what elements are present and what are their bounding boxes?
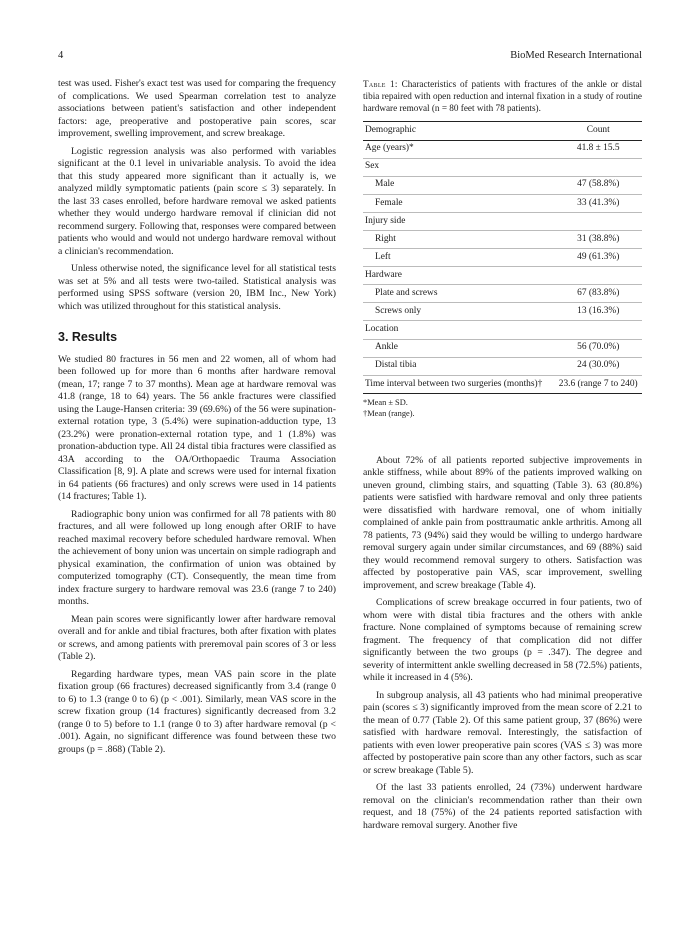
results-paragraph-3: Mean pain scores were significantly lower after hardware removal overall and for ankle and tibial fractures, both after fixation with plates or screws, and among patients with preremoval pain scores of 3 or less (Table 2). [58, 613, 336, 662]
page-header [58, 50, 642, 64]
table-cell-label: Screws only [363, 303, 554, 321]
table-cell-label: Right [363, 230, 554, 248]
table-label: Table 1: [363, 79, 398, 89]
table-caption-text: Characteristics of patients with fractures of the ankle or distal tibia repaired with open reduction and internal fixation in a study of routine hardware removal (n = 80 feet with 78 patients). [363, 79, 643, 113]
table-cell-label: Age (years)* [363, 140, 554, 158]
table-caption [363, 78, 642, 114]
table-row [363, 212, 642, 230]
results-paragraph-6: Complications of screw breakage occurred in four patients, two of whom were with distal tibia fractures and the others with ankle fracture. None complained of symptoms because of remaining screw fragment. The frequency of that complication did not differ significantly between the two groups (p = .347). The degree and severity of intermittent ankle swelling decreased in 58 (72.5%) patients, while it increased in 4 (5%). [363, 597, 642, 684]
table-cell-label: Plate and screws [363, 285, 554, 303]
methods-paragraph-2: Logistic regression analysis was also performed with variables significant at the 0.1 level in univariable analysis. To avoid the idea that this study appeared more significant than it actually is, we analyzed mildly symptomatic patients (pain score ≤ 3) separately. In the last 33 cases enrolled, before hardware removal we asked patients whether they would undergo hardware removal if clinician did not recommend surgery. Following that, responses were compared between patients who would and would not undergo hardware removal without a clinician's recommendation. [58, 145, 336, 257]
right-column [363, 78, 642, 837]
results-paragraph-5: About 72% of all patients reported subjective improvements in ankle stiffness, while about 89% of the patients improved walking on uneven ground, climbing stairs, and squatting (Table 3). 63 (80.8%) patients were satisfied with hardware removal and only three patients were dissatisfied with hardware removal, one of whom initially complained of ankle pain from posttraumatic ankle arthritis. Among all 78 patients, 73 (94%) said they would be willing to undergo hardware removal surgery again under similar circumstances, and 69 (88%) said they would recommend removal surgery to others. Satisfaction was affected by postoperative pain VAS, scar improvement, swelling improvement, and screw breakage (Table 4). [363, 454, 642, 591]
methods-paragraph-3: Unless otherwise noted, the significance level for all statistical tests was set at 5% and all tests were two-tailed. Statistical analysis was performed using SPSS software (version 20, IBM Inc., New York) which was utilized throughout for this statistical analysis. [58, 263, 336, 312]
patient-characteristics-table [363, 121, 642, 394]
table-cell-label: Distal tibia [363, 357, 554, 375]
table-cell-value: 31 (38.8%) [554, 230, 642, 248]
table-row [363, 357, 642, 375]
table-cell-label: Female [363, 194, 554, 212]
table-footnote-2: †Mean (range). [363, 408, 415, 418]
table-cell-label: Ankle [363, 339, 554, 357]
table-row [363, 339, 642, 357]
table-row [363, 140, 642, 158]
table-row [363, 267, 642, 285]
table-cell-label: Left [363, 249, 554, 267]
table-cell-value: 13 (16.3%) [554, 303, 642, 321]
table-cell-value [554, 321, 642, 339]
results-paragraph-2: Radiographic bony union was confirmed for all 78 patients with 80 fractures, and all were followed up long enough after ORIF to have reached maximal recovery before scheduled hardware removal. When the achievement of bony union was uncertain on simple radiograph and physical examination, the confirmation of union was obtained by computerized tomography (CT). Consequently, the mean time from index fracture surgery to hardware removal was 23.6 (range 7 to 240) months. [58, 508, 336, 607]
table-cell-label: Location [363, 321, 554, 339]
table-cell-label: Male [363, 176, 554, 194]
table-cell-label: Hardware [363, 267, 554, 285]
table-row [363, 194, 642, 212]
table-row [363, 230, 642, 248]
table-row [363, 375, 642, 393]
table-row [363, 285, 642, 303]
methods-paragraph-1: test was used. Fisher's exact test was used for comparing the frequency of complications. We used Spearman correlation test to analyze associations between patient's satisfaction and other independent factors: age, preoperative and postoperative pain scores, scar improvement, swelling improvement, and screw breakage. [58, 78, 336, 139]
table-row [363, 321, 642, 339]
table-cell-label: Time interval between two surgeries (months)† [363, 375, 554, 393]
table-cell-label: Injury side [363, 212, 554, 230]
table-row [363, 158, 642, 176]
column-header-demographic: Demographic [363, 122, 554, 141]
column-header-count: Count [554, 122, 642, 141]
page-number: 4 [58, 50, 64, 61]
results-section-title: 3. Results [58, 330, 118, 344]
table-cell-value [554, 267, 642, 285]
table-cell-label: Sex [363, 158, 554, 176]
table-row [363, 303, 642, 321]
table-footnote-1: *Mean ± SD. [363, 397, 408, 407]
table-cell-value [554, 212, 642, 230]
results-paragraph-8: Of the last 33 patients enrolled, 24 (73%) underwent hardware removal on the clinician's recommendation rather than their own request, and 18 (75%) of the 24 patients reported satisfaction with hardware removal surgery. Another five [363, 782, 642, 831]
table-row [363, 176, 642, 194]
table-body [363, 140, 642, 393]
table-header-row [363, 122, 642, 141]
table-cell-value: 24 (30.0%) [554, 357, 642, 375]
left-column [58, 78, 336, 761]
results-paragraph-4: Regarding hardware types, mean VAS pain score in the plate fixation group (66 fractures) decreased significantly from 3.4 (range 0 to 6) to 1.3 (range 0 to 6) (p < .001). Similarly, mean VAS score in the screw fixation group (14 fractures) significantly decreased from 3.2 (range 0 to 5) before to 1.1 (range 0 to 3) after hardware removal (p < .001). Again, no significant difference was found between these two groups (p = .868) (Table 2). [58, 668, 336, 755]
right-column-text [363, 455, 642, 833]
table-cell-value: 23.6 (range 7 to 240) [554, 375, 642, 393]
table-cell-value: 33 (41.3%) [554, 194, 642, 212]
table-cell-value: 47 (58.8%) [554, 176, 642, 194]
journal-name: BioMed Research International [510, 50, 642, 61]
table-row [363, 249, 642, 267]
table-cell-value [554, 158, 642, 176]
table-cell-value: 67 (83.8%) [554, 285, 642, 303]
table-cell-value: 49 (61.3%) [554, 249, 642, 267]
table-cell-value: 41.8 ± 15.5 [554, 140, 642, 158]
table-cell-value: 56 (70.0%) [554, 339, 642, 357]
results-paragraph-1: We studied 80 fractures in 56 men and 22 women, all of whom had been followed up for more than 6 months after hardware removal (mean, 17; range 7 to 37 months). Mean age at hardware removal was 41.8 (range, 18 to 64) years. The 56 ankle fractures were classified using the Lauge-Hansen criteria: 39 (69.6%) of the 56 were supination-external rotation type, 3 (5.4%) were supination-adduction type, 13 (23.2%) were pronation-external rotation type, and 1 (1.8%) was pronation-abduction type. All 24 distal tibia fractures were classified as 43A according to the OA/Orthopaedic Trauma Association Classification [8, 9]. A plate and screws were used for internal fixation in 64 patients (66 fractures) and only screws were used in 14 patients (14 fractures; Table 1). [58, 353, 336, 502]
results-paragraph-7: In subgroup analysis, all 43 patients who had minimal preoperative pain (scores ≤ 3) significantly improved from the mean score of 2.21 to the mean of 0.77 (Table 2). Of this same patient group, 37 (86%) were satisfied with hardware removal. Interestingly, the satisfaction of patients with even lower preoperative pain scores (VAS ≤ 3) was more affected by postoperative pain score than any other factors, such as scar or screw breakage (Table 5). [363, 689, 642, 776]
